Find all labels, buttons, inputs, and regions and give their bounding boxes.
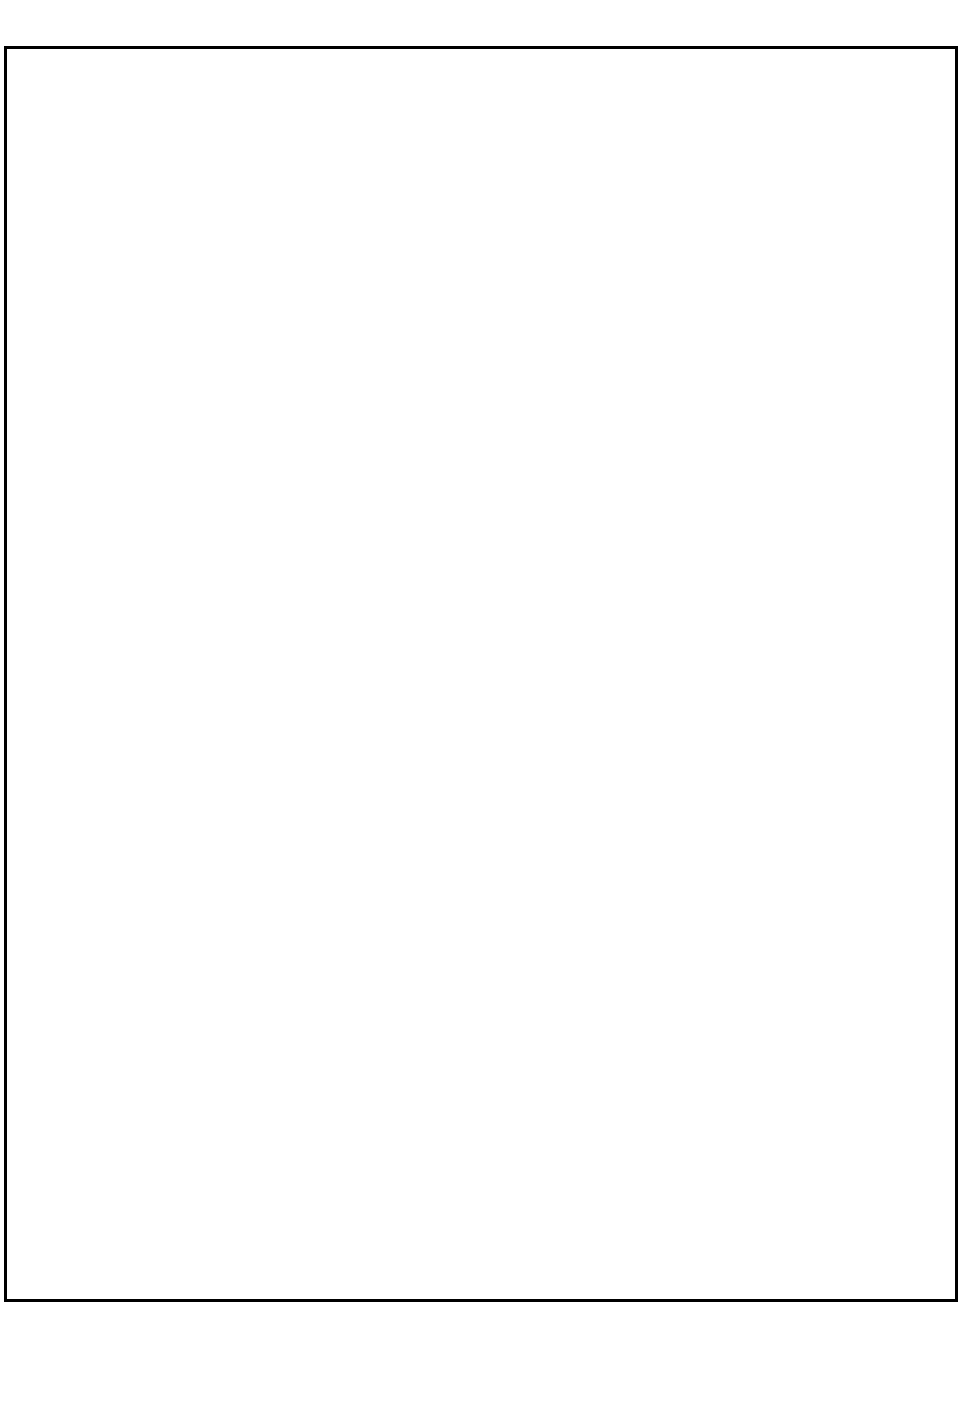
properties-table [4,46,958,1302]
